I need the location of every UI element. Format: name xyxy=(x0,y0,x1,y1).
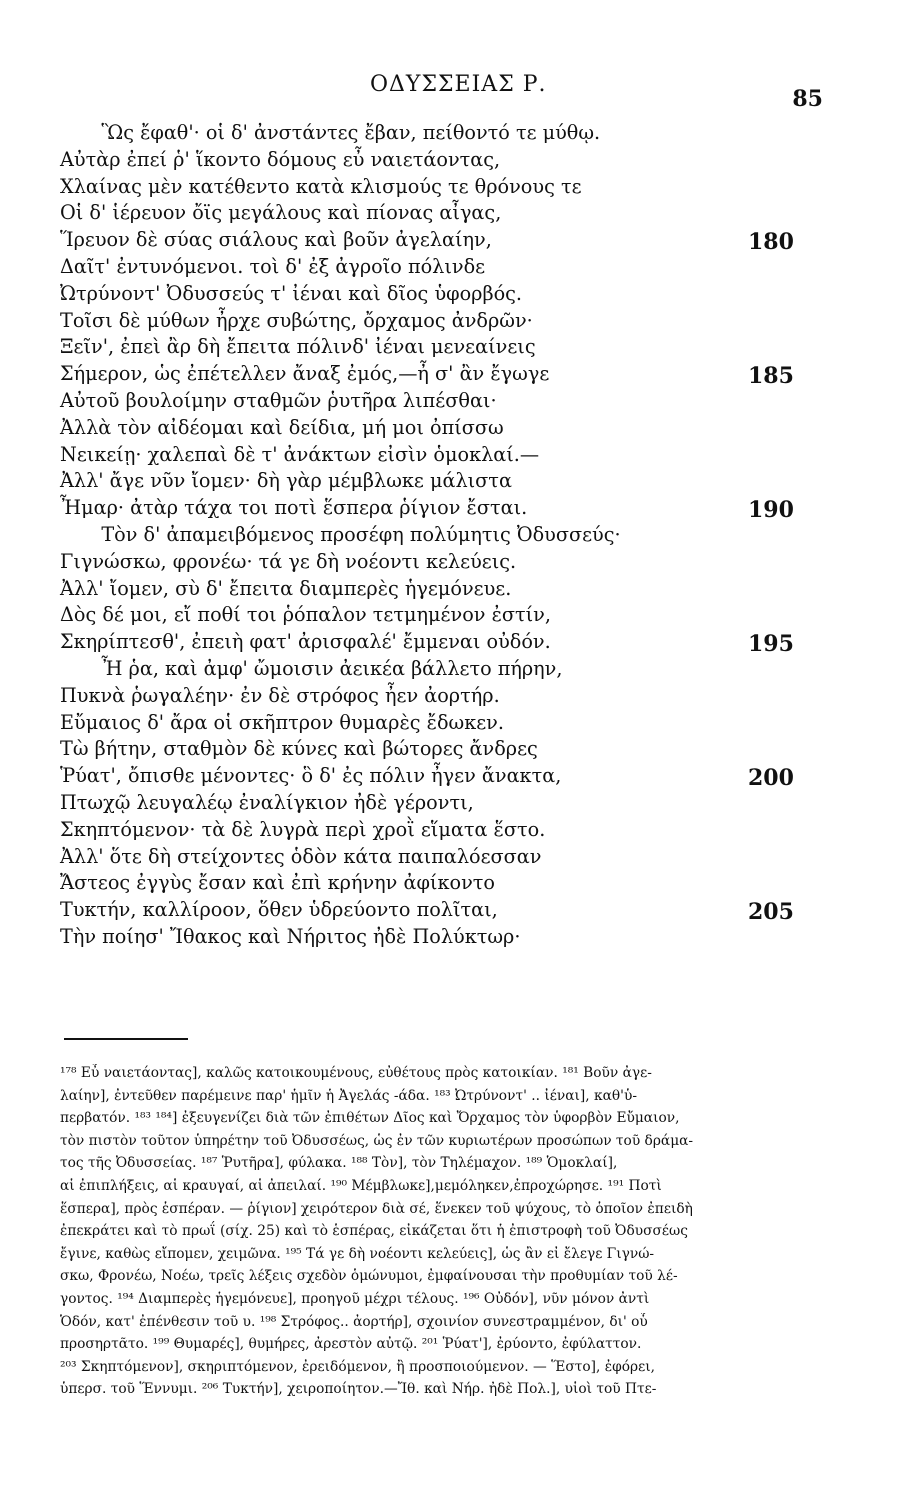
verse-line: Ξεῖν', ἐπεὶ ἂρ δὴ ἔπειτα πόλινδ' ἰέναι μενεαίνεις xyxy=(60,335,536,359)
verse-line: Ἀλλ' ἴομεν, σὺ δ' ἔπειτα διαμπερὲς ἡγεμόνευε. xyxy=(60,576,512,600)
footnote-line: περβατόν. ¹⁸³ ¹⁸⁴] ἐξευγενίζει διὰ τῶν ἐπιθέτων Δῖος καὶ Ὄρχαμος τὸν ὑφορβὸν Εὔμαιον, xyxy=(60,1110,680,1127)
line-number: 180 xyxy=(748,229,794,256)
footnote-line: λαίην], ἐντεῦθεν παρέμεινε παρ' ἡμῖν ἡ Ἀγελάς -άδα. ¹⁸³ Ὠτρύνοντ' .. ἰέναι], καθ'ὑ- xyxy=(60,1087,637,1104)
footnote-line: προσηρτᾶτο. ¹⁹⁹ Θυμαρές], θυμήρες, ἀρεστὸν αὐτῷ. ²⁰¹ Ῥύατ'], ἐρύοντο, ἐφύλαττον. xyxy=(60,1336,642,1353)
verse-line: Ἀλλ' ἄγε νῦν ἴομεν· δὴ γὰρ μέμβλωκε μάλιστα xyxy=(60,469,512,493)
verse-block xyxy=(60,120,750,951)
footnote-line: αἱ ἐπιπλήξεις, αἱ κραυγαί, αἱ ἀπειλαί. ¹⁹⁰ Μέμβλωκε],μεμόληκεν,ἐπροχώρησε. ¹⁹¹ Ποτὶ xyxy=(60,1177,662,1194)
verse-line: Χλαίνας μὲν κατέθεντο κατὰ κλισμούς τε θρόνους τε xyxy=(60,174,582,198)
verse-line: Σκηπτόμενον· τὰ δὲ λυγρὰ περὶ χροῒ εἵματα ἕστο. xyxy=(60,817,546,841)
footnote-line: τος τῆς Ὀδυσσείας. ¹⁸⁷ Ῥυτῆρα], φύλακα. ¹⁸⁸ Τὸν], τὸν Τηλέμαχον. ¹⁸⁹ Ὁμοκλαί], xyxy=(60,1155,618,1172)
footnote-line: Ὁδόν, κατ' ἐπένθεσιν τοῦ υ. ¹⁹⁸ Στρόφος.. ἀορτήρ], σχοινίον συνεστραμμένον, δι' οὗ xyxy=(60,1313,648,1330)
footnote-line: ἐπεκράτει καὶ τὸ πρωΐ (σίχ. 25) καὶ τὸ ἑσπέρας, εἰκάζεται ὅτι ἡ ἐπιστροφὴ τοῦ Ὀδυσσέως xyxy=(60,1223,688,1240)
verse-line: Σκηρίπτεσθ', ἐπειὴ φατ' ἀρισφαλέ' ἔμμεναι οὐδόν. xyxy=(60,630,551,654)
line-number: 205 xyxy=(748,899,794,926)
verse-line: Τοῖσι δὲ μύθων ἦρχε συβώτης, ὄρχαμος ἀνδρῶν· xyxy=(60,308,533,332)
footnote-block xyxy=(60,1062,790,1401)
line-number: 200 xyxy=(748,765,794,792)
verse-line: Γιγνώσκω, φρονέω· τά γε δὴ νοέοντι κελεύεις. xyxy=(60,549,517,573)
footnote-divider xyxy=(64,1038,188,1040)
verse-line: Τὸν δ' ἀπαμειβόμενος προσέφη πολύμητις Ὀδυσσεύς· xyxy=(101,522,621,546)
verse-line: Αὐτὰρ ἐπεί ῥ' ἵκοντο δόμους εὖ ναιετάοντας, xyxy=(60,147,501,171)
verse-line: Πτωχῷ λευγαλέῳ ἐναλίγκιον ἠδὲ γέροντι, xyxy=(60,790,474,814)
verse-line: Ἦμαρ· ἀτὰρ τάχα τοι ποτὶ ἕσπερα ῥίγιον ἔσται. xyxy=(60,496,528,520)
footnote-line: τὸν πιστὸν τοῦτον ὑπηρέτην τοῦ Ὀδυσσέως, ὡς ἐν τῶν κυριωτέρων προσώπων τοῦ δράμα- xyxy=(60,1132,694,1149)
verse-line: Ἵρευον δὲ σύας σιάλους καὶ βοῦν ἀγελαίην, xyxy=(60,228,492,252)
verse-line: Οἱ δ' ἱέρευον ὄϊς μεγάλους καὶ πίονας αἶγας, xyxy=(60,201,502,225)
verse-line: Δαῖτ' ἐντυνόμενοι. τοὶ δ' ἐξ ἀγροῖο πόλινδε xyxy=(60,254,486,278)
footnote-line: σκω, Φρονέω, Νοέω, τρεῖς λέξεις σχεδὸν ὁμώνυμοι, ἐμφαίνουσαι τὴν προθυμίαν τοῦ λέ- xyxy=(60,1268,678,1285)
footnote-line: ἕσπερα], πρὸς ἑσπέραν. — ῥίγιον] χειρότερον διὰ σέ, ἕνεκεν τοῦ ψύχους, τὸ ὁποῖον ἐπειδὴ xyxy=(60,1200,693,1217)
verse-line: Τὴν ποίησ' Ἴθακος καὶ Νήριτος ἠδὲ Πολύκτωρ· xyxy=(60,924,521,948)
verse-line: Πυκνὰ ῥωγαλέην· ἐν δὲ στρόφος ἦεν ἀορτήρ. xyxy=(60,683,500,707)
footnote-line: ὑπερσ. τοῦ Ἕννυμι. ²⁰⁶ Τυκτήν], χειροποίητον.—Ἴθ. καὶ Νήρ. ἠδὲ Πολ.], υἱοὶ τοῦ Πτε- xyxy=(60,1381,657,1398)
verse-line: Σήμερον, ὡς ἐπέτελλεν ἄναξ ἐμός,—ἦ σ' ἂν ἔγωγε xyxy=(60,362,550,386)
verse-line: Τυκτήν, καλλίροον, ὅθεν ὑδρεύοντο πολῖται, xyxy=(60,898,498,922)
verse-line: Τὼ βήτην, σταθμὸν δὲ κύνες καὶ βώτορες ἄνδρες xyxy=(60,737,538,761)
page-number: 85 xyxy=(792,86,823,112)
footnote-line: ἔγινε, καθὼς εἴπομεν, χειμῶνα. ¹⁹⁵ Τά γε δὴ νοέοντι κελεύεις], ὡς ἂν εἰ ἔλεγε Γιγνώ- xyxy=(60,1245,655,1262)
verse-line: Ἀλλὰ τὸν αἰδέομαι καὶ δείδια, μή μοι ὀπίσσω xyxy=(60,415,504,439)
verse-line: Ἀλλ' ὅτε δὴ στείχοντες ὁδὸν κάτα παιπαλόεσσαν xyxy=(60,844,542,868)
verse-line: Ἄστεος ἐγγὺς ἔσαν καὶ ἐπὶ κρήνην ἀφίκοντο xyxy=(60,871,495,895)
verse-line: Δὸς δέ μοι, εἴ ποθί τοι ῥόπαλον τετμημένον ἐστίν, xyxy=(60,603,551,627)
line-number: 195 xyxy=(748,631,794,658)
footnote-line: ¹⁷⁸ Εὖ ναιετάοντας], καλῶς κατοικουμένους, εὐθέτους πρὸς κατοικίαν. ¹⁸¹ Βοῦν ἀγε- xyxy=(60,1065,652,1081)
verse-line: Νεικείῃ· χαλεπαὶ δὲ τ' ἀνάκτων εἰσὶν ὁμοκλαί.— xyxy=(60,442,540,466)
verse-line: Αὐτοῦ βουλοίμην σταθμῶν ῥυτῆρα λιπέσθαι· xyxy=(60,388,497,412)
verse-line: Ῥύατ', ὄπισθε μένοντες· ὃ δ' ἐς πόλιν ἦγεν ἄνακτα, xyxy=(60,764,562,788)
running-head: ΟΔΥΣΣΕΙΑΣ Ρ. xyxy=(370,72,547,97)
line-number: 185 xyxy=(748,363,794,390)
verse-line: Εὔμαιος δ' ἄρα οἱ σκῆπτρον θυμαρὲς ἔδωκεν. xyxy=(60,710,504,734)
verse-line: Ὣς ἔφαθ'· οἱ δ' ἀνστάντες ἔβαν, πείθοντό τε μύθῳ. xyxy=(101,121,601,144)
verse-line: Ὠτρύνοντ' Ὀδυσσεύς τ' ἰέναι καὶ δῖος ὑφορβός. xyxy=(60,281,523,305)
verse-line: Ἦ ῥα, καὶ ἀμφ' ὤμοισιν ἀεικέα βάλλετο πήρην, xyxy=(101,656,563,680)
footnote-line: γοντος. ¹⁹⁴ Διαμπερὲς ἡγεμόνευε], προηγοῦ μέχρι τέλους. ¹⁹⁶ Οὐδόν], νῦν μόνον ἀντὶ xyxy=(60,1290,650,1307)
line-number: 190 xyxy=(748,497,794,524)
footnote-line: ²⁰³ Σκηπτόμενον], σκηριπτόμενον, ἐρειδόμενον, ἢ προσποιούμενον. — Ἕστο], ἐφόρει, xyxy=(60,1358,656,1375)
